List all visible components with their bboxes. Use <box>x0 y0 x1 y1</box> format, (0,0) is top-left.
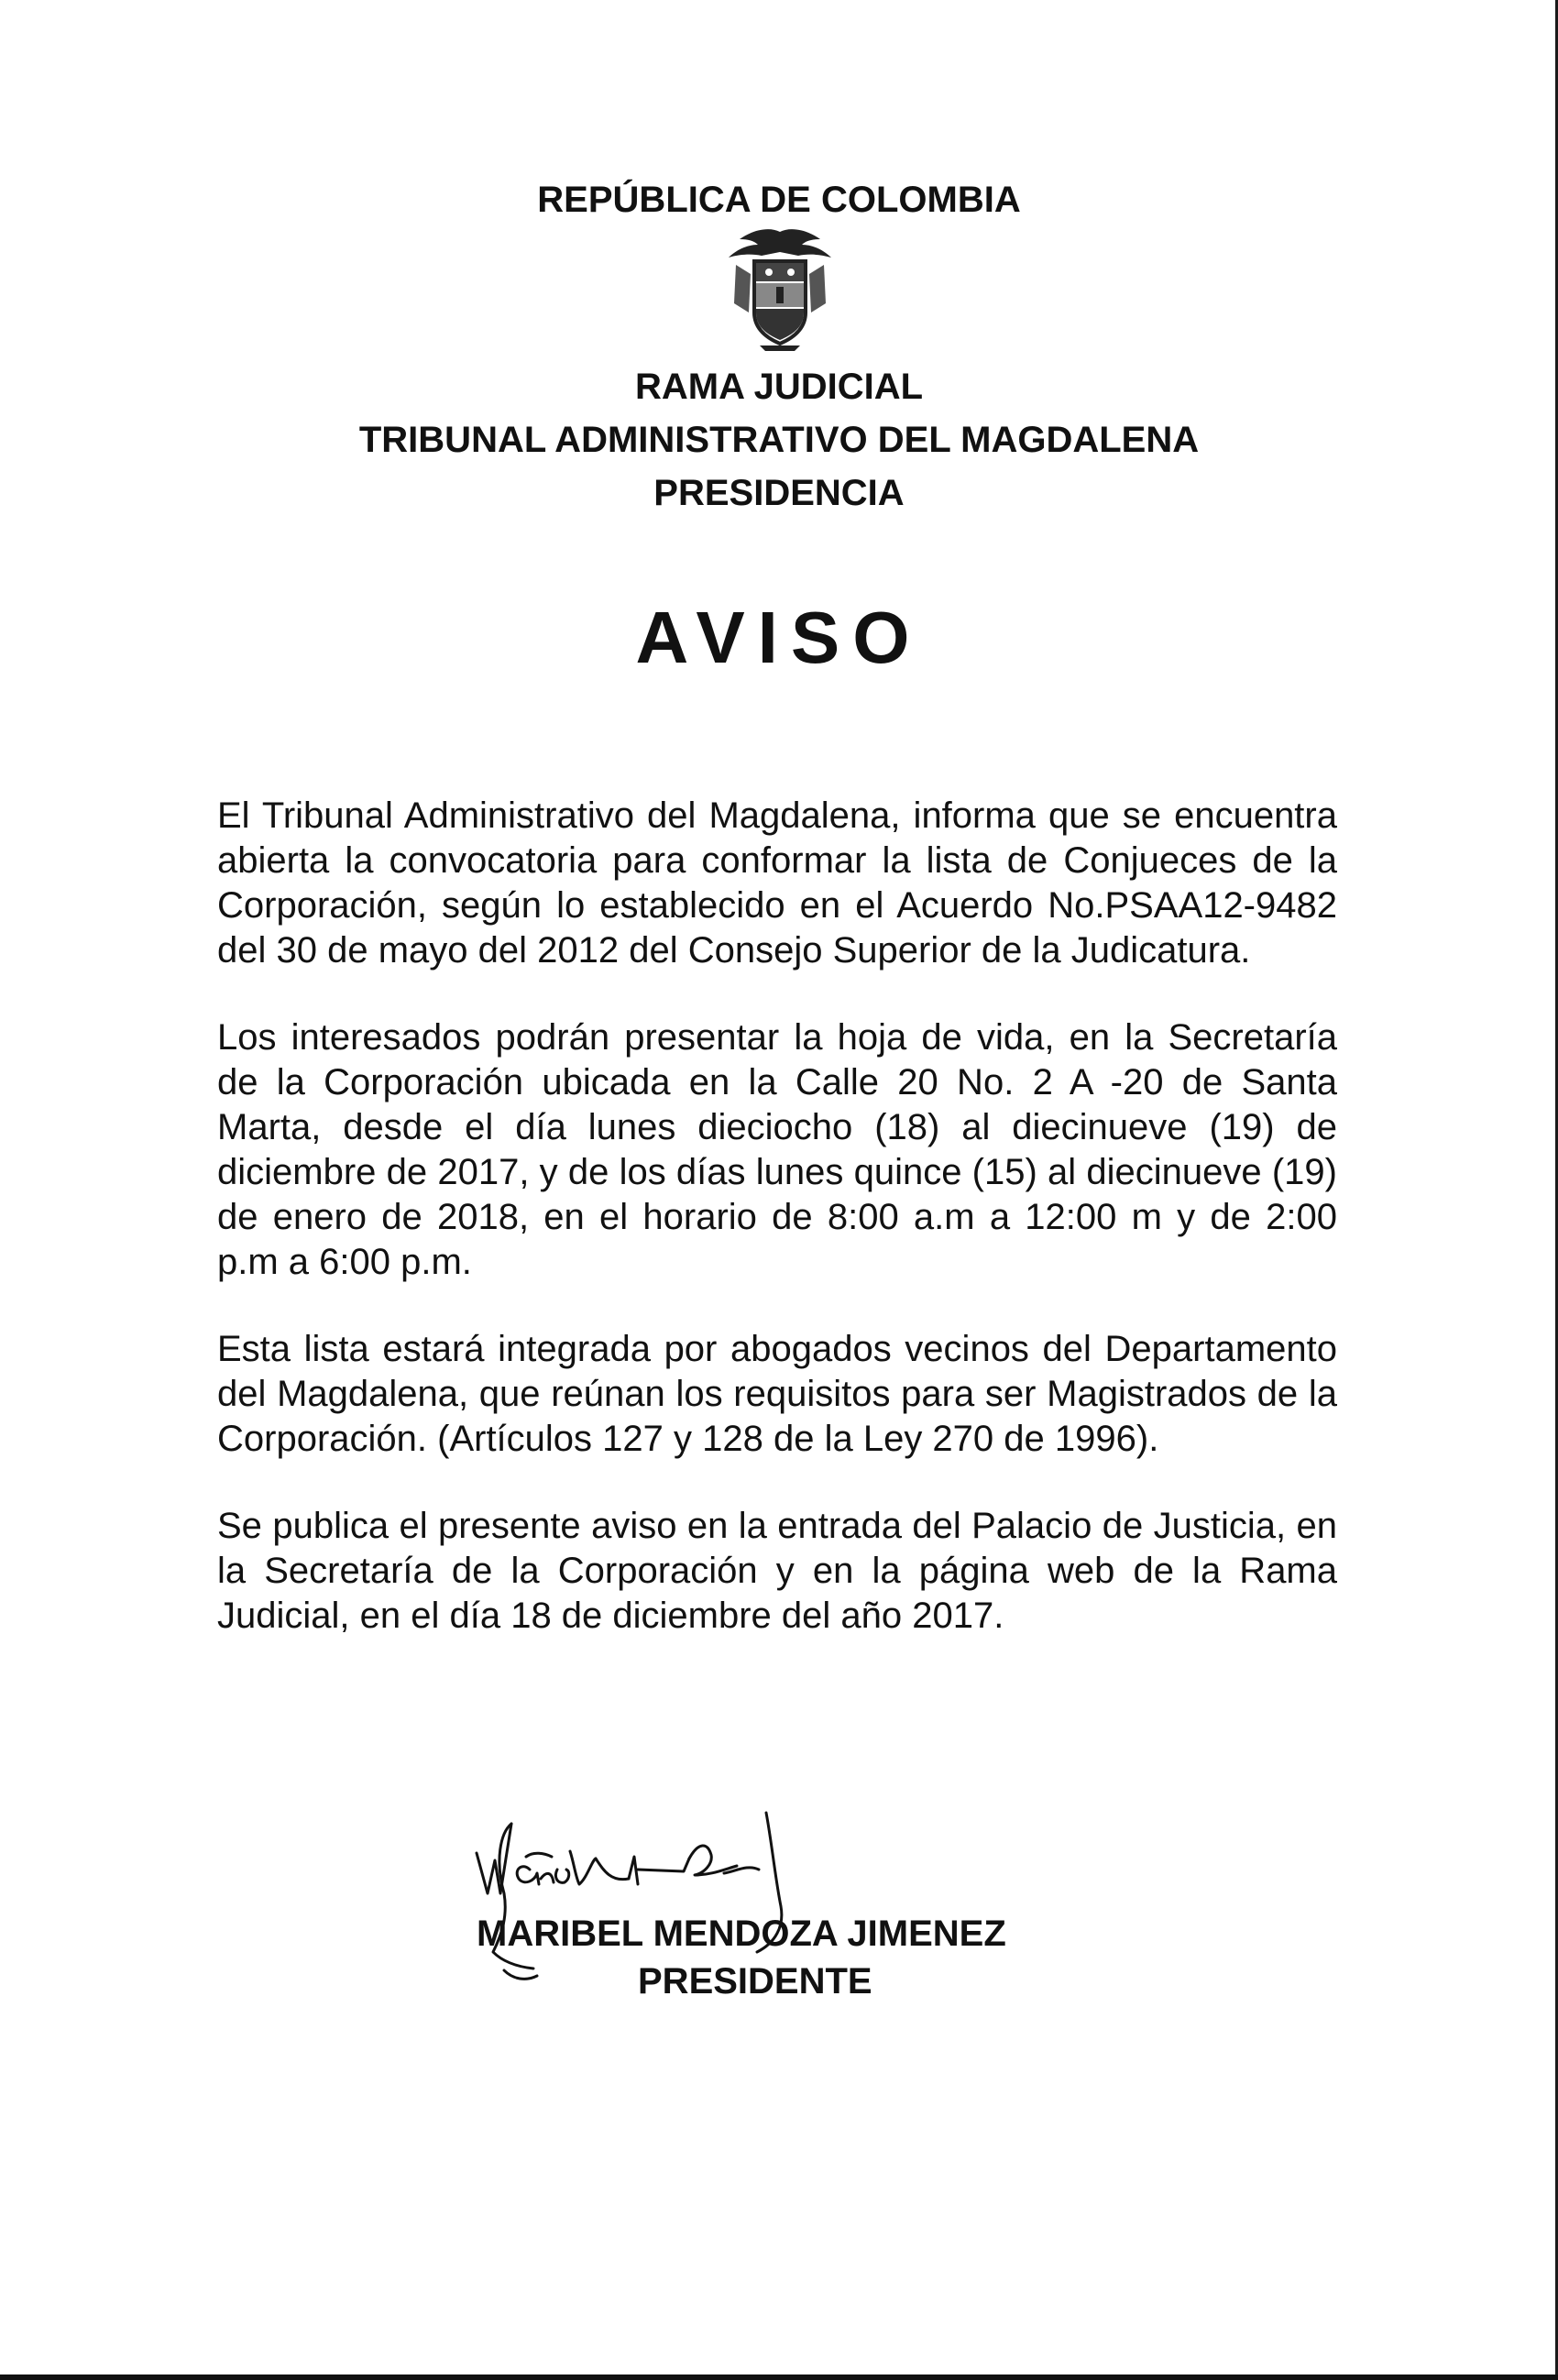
signature-block <box>449 1805 1109 2025</box>
paragraph-convocation: El Tribunal Administrativo del Magdalena, informa que se encuentra abierta la convocatoria para conformar la lista de Conjueces de la Corporación, según lo establecido en el Acuerdo No.PSAA12-9482 del 30 de mayo del 2012 del Consejo Superior de la Judicatura. <box>217 795 1337 971</box>
page-bottom-edge <box>0 2375 1558 2380</box>
notice-body <box>217 794 1337 1681</box>
notice-title: AVISO <box>635 597 923 678</box>
tribunal-heading: TRIBUNAL ADMINISTRATIVO DEL MAGDALENA <box>358 420 1200 460</box>
office-heading: PRESIDENCIA <box>653 473 905 513</box>
paragraph-composition: Esta lista estará integrada por abogados vecinos del Departamento del Magdalena, que reúnan los requisitos para ser Magistrados de la Corporación. (Artículos 127 y 128 de la Ley 270 de 1996). <box>217 1329 1337 1459</box>
signatory-name: MARIBEL MENDOZA JIMENEZ <box>477 1914 1006 1954</box>
organization-heading <box>0 360 1558 520</box>
signatory-role: PRESIDENTE <box>638 1961 872 2002</box>
colombia-coat-of-arms-icon <box>723 225 837 351</box>
branch-heading: RAMA JUDICIAL <box>634 367 924 407</box>
country-heading: REPÚBLICA DE COLOMBIA <box>537 180 1021 220</box>
paragraph-publication: Se publica el presente aviso en la entrada del Palacio de Justicia, en la Secretaría de la Corporación y en la página web de la Rama Judicial, en el día 18 de diciembre del año 2017. <box>217 1506 1337 1636</box>
paragraph-submission: Los interesados podrán presentar la hoja de vida, en la Secretaría de la Corporación ubicada en la Calle 20 No. 2 A -20 de Santa Marta, desde el día lunes dieciocho (18) al diecinueve (19) de diciembre de 2017, y de los días lunes quince (15) al diecinueve (19) de enero de 2018, en el horario de 8:00 a.m a 12:00 m y de 2:00 p.m a 6:00 p.m. <box>217 1017 1337 1282</box>
